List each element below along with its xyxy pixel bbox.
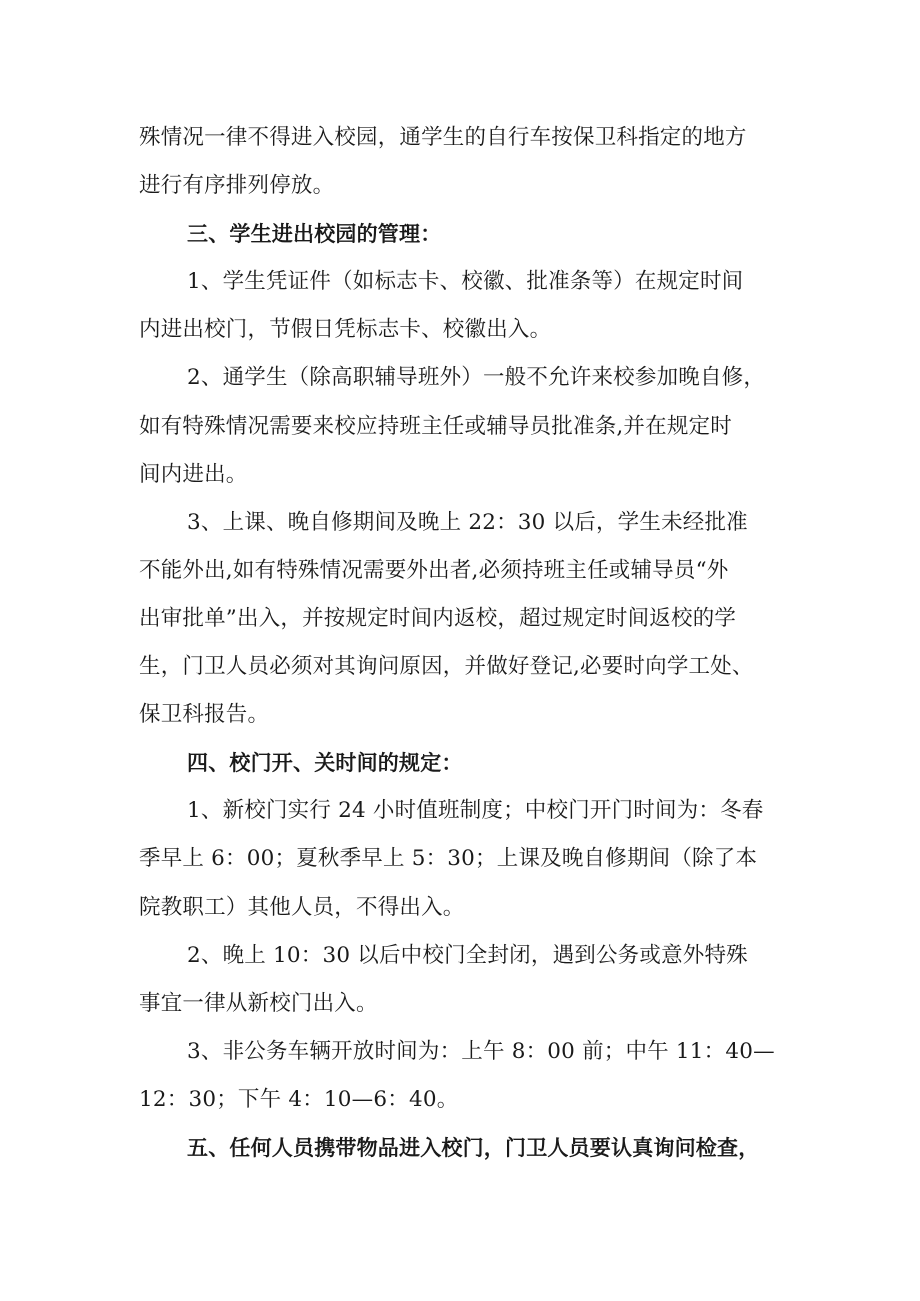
text-line: 院教职工）其他人员，不得出入。 <box>139 894 465 920</box>
section-heading <box>139 739 799 787</box>
text-line: 保卫科报告。 <box>139 702 270 728</box>
text-line: 2、晚上 10：30 以后中校门全封闭，遇到公务或意外特殊 <box>187 942 748 968</box>
text-line: 3、上课、晚自修期间及晚上 22：30 以后，学生未经批准 <box>187 509 748 535</box>
text-line: 1、学生凭证件（如标志卡、校徽、批准条等）在规定时间 <box>187 269 744 295</box>
text-line: 事宜一律从新校门出入。 <box>139 990 378 1016</box>
section-heading <box>139 210 799 258</box>
text-line: 生，门卫人员必须对其询问原因，并做好登记,必要时向学工处、 <box>139 654 754 680</box>
text-line: 不能外出,如有特殊情况需要外出者,必须持班主任或辅导员“外 <box>139 557 729 583</box>
document-body <box>139 114 799 1172</box>
section-heading <box>139 1124 799 1172</box>
text-line: 3、非公务车辆开放时间为：上午 8：00 前；中午 11：40— <box>187 1038 775 1064</box>
paragraph <box>139 787 799 931</box>
paragraph <box>139 499 799 739</box>
text-line: 季早上 6：00；夏秋季早上 5：30；上课及晚自修期间（除了本 <box>139 846 758 872</box>
text-line: 12：30；下午 4：10—6：40。 <box>139 1086 459 1112</box>
paragraph <box>139 114 799 210</box>
text-line: 如有特殊情况需要来校应持班主任或辅导员批准条,并在规定时 <box>139 413 732 439</box>
paragraph <box>139 1028 799 1124</box>
text-line: 2、通学生（除高职辅导班外）一般不允许来校参加晚自修， <box>187 365 766 391</box>
text-line: 间内进出。 <box>139 461 248 487</box>
text-line: 进行有序排列停放。 <box>139 173 335 199</box>
text-line: 四、校门开、关时间的规定： <box>187 751 463 776</box>
paragraph <box>139 354 799 498</box>
paragraph <box>139 258 799 354</box>
text-line: 三、学生进出校园的管理： <box>187 222 442 247</box>
text-line: 殊情况一律不得进入校园，通学生的自行车按保卫科指定的地方 <box>139 125 747 150</box>
text-line: 五、任何人员携带物品进入校门，门卫人员要认真询问检查， <box>187 1135 760 1160</box>
paragraph <box>139 932 799 1028</box>
text-line: 内进出校门，节假日凭标志卡、校徽出入。 <box>139 317 552 343</box>
text-line: 出审批单”出入，并按规定时间内返校，超过规定时间返校的学 <box>139 605 737 631</box>
text-line: 1、新校门实行 24 小时值班制度；中校门开门时间为：冬春 <box>187 798 764 824</box>
